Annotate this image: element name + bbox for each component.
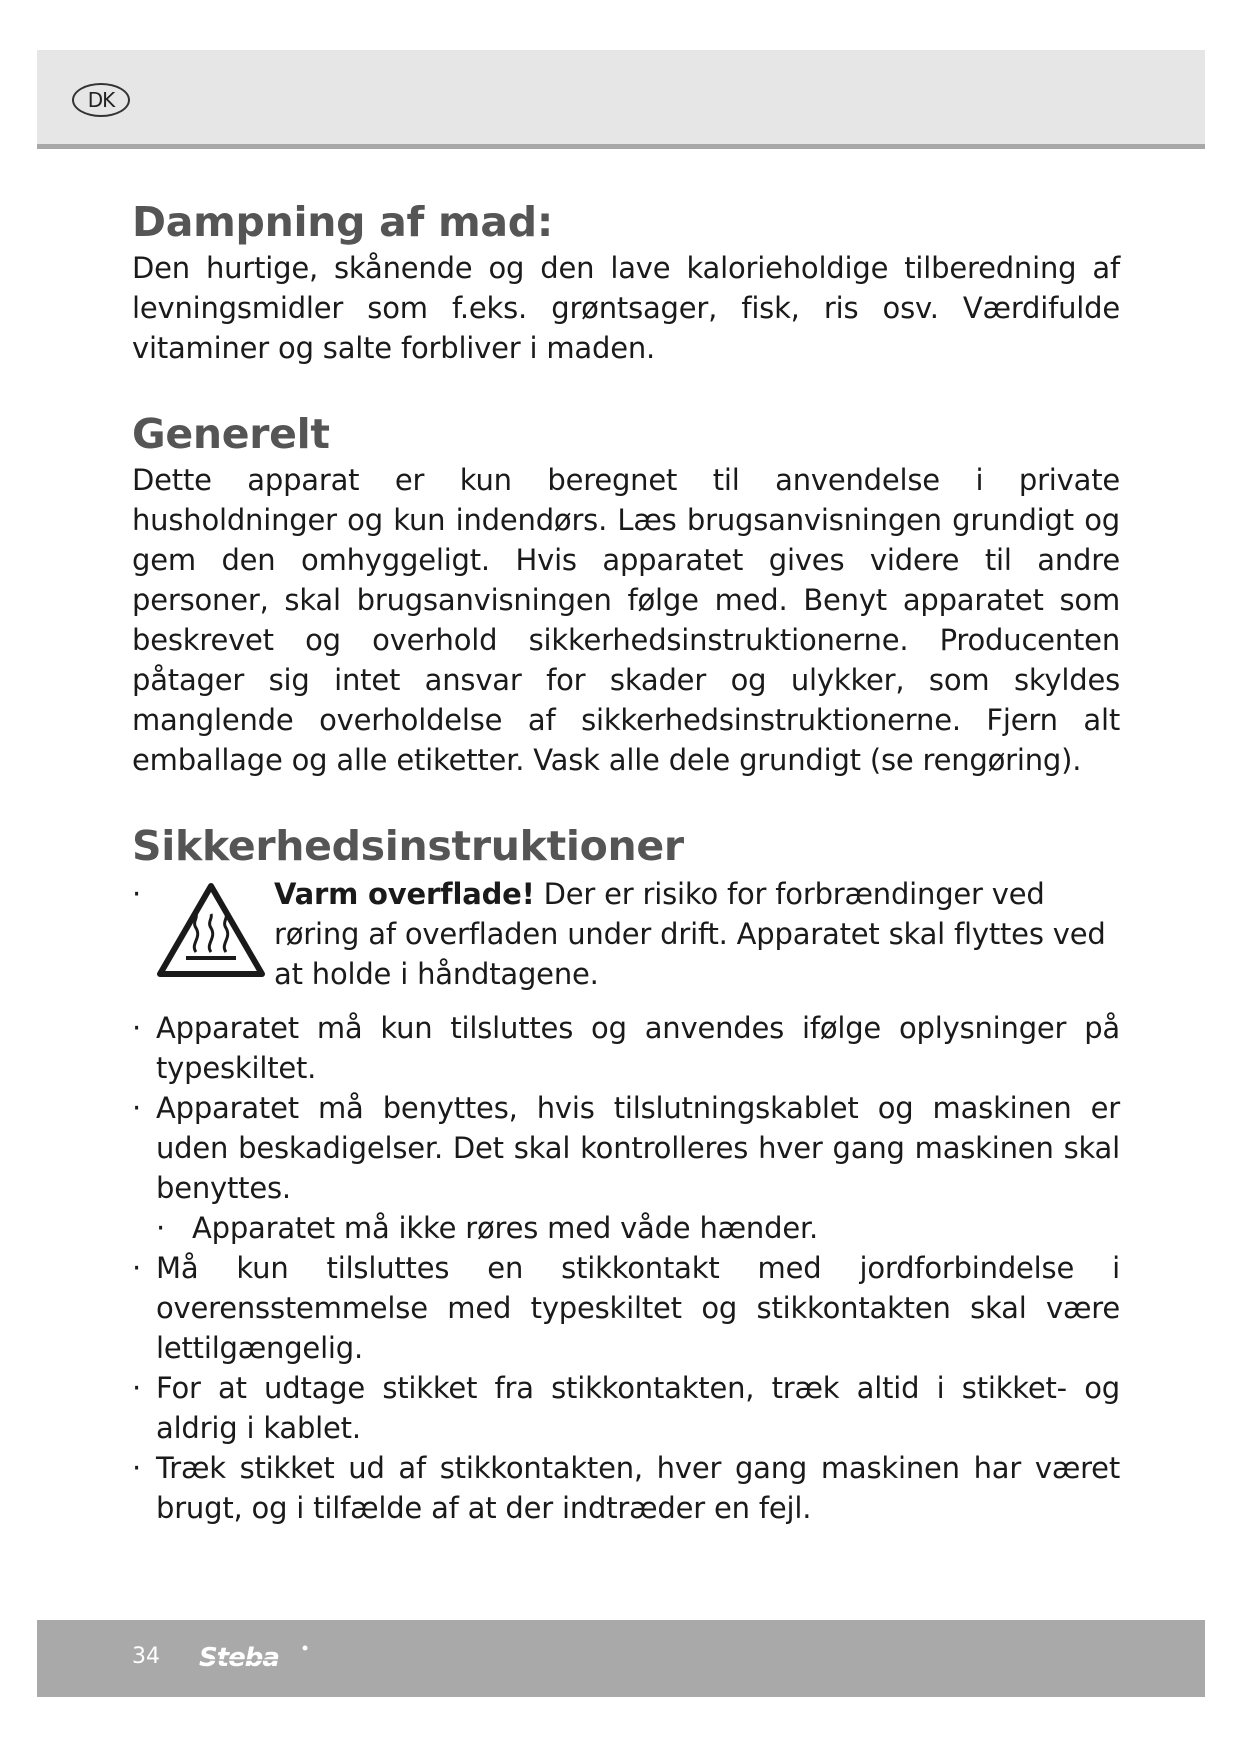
header-band bbox=[37, 50, 1205, 149]
section-generelt bbox=[132, 408, 1120, 780]
list-item: · For at udtage stikket fra stikkontakten, træk altid i stikket- og aldrig i kablet. bbox=[132, 1371, 1120, 1445]
language-badge: DK bbox=[72, 83, 130, 117]
bullet-dot: · bbox=[132, 877, 142, 911]
warning-text bbox=[274, 874, 1120, 994]
list-item: · Træk stikket ud af stikkontakten, hver gang maskinen har været brugt, og i tilfælde af at der indtræder en fejl. bbox=[132, 1451, 1120, 1525]
list-item: · Apparatet må benyttes, hvis tilslutningskablet og maskinen er uden beskadigelser. Det skal kontrolleres hver gang maskinen skal benyttes. bbox=[132, 1091, 1120, 1205]
hot-surface-warning-icon bbox=[156, 882, 266, 978]
safety-list bbox=[132, 1008, 1120, 1528]
section-text-generelt: Dette apparat er kun beregnet til anvendelse i private husholdninger og kun indendørs. Læs brugsanvisningen grundigt og gem den omhyggeligt. Hvis apparatet gives videre til andre personer, skal brugsanvisningen følge med. Benyt apparatet som beskrevet og overhold sikkerhedsinstruktionerne. Producenten påtager sig intet ansvar for skader og ulykker, som skyldes manglende overholdelse af sikkerhedsinstruktionerne. Fjern alt emballage og alle etiketter. Vask alle dele grundigt (se rengøring). bbox=[132, 463, 1120, 777]
warning-body: Der er risiko for forbrændinger ved røring af overfladen under drift. Apparatet skal flyttes ved at holde i håndtagene. bbox=[274, 877, 1106, 991]
list-item: · Apparatet må kun tilsluttes og anvendes ifølge oplysninger på typeskiltet. bbox=[132, 1011, 1120, 1085]
list-item: · Apparatet må ikke røres med våde hænder. bbox=[156, 1211, 819, 1245]
section-dampning bbox=[132, 196, 1120, 368]
footer-band bbox=[37, 1620, 1205, 1697]
warning-bold: Varm overflade! bbox=[274, 877, 535, 911]
section-title-generelt: Generelt bbox=[132, 410, 330, 458]
page-number: 34 bbox=[132, 1644, 160, 1669]
hot-surface-warning bbox=[132, 874, 1120, 1008]
section-title-sikkerhed: Sikkerhedsinstruktioner bbox=[132, 822, 684, 870]
section-text-dampning: Den hurtige, skånende og den lave kalorieholdige tilberedning af levningsmidler som f.eks. grøntsager, fisk, ris osv. Værdifulde vitaminer og salte forbliver i maden. bbox=[132, 251, 1120, 365]
page-content bbox=[132, 196, 1120, 1528]
steba-logo bbox=[195, 1638, 325, 1678]
svg-text:Steba: Steba bbox=[199, 1643, 279, 1673]
section-sikkerhed bbox=[132, 820, 1120, 1528]
section-title-dampning: Dampning af mad: bbox=[132, 198, 553, 246]
list-item: · Må kun tilsluttes en stikkontakt med jordforbindelse i overensstemmelse med typeskiltet og stikkontakten skal være lettilgængelig. bbox=[132, 1251, 1120, 1365]
